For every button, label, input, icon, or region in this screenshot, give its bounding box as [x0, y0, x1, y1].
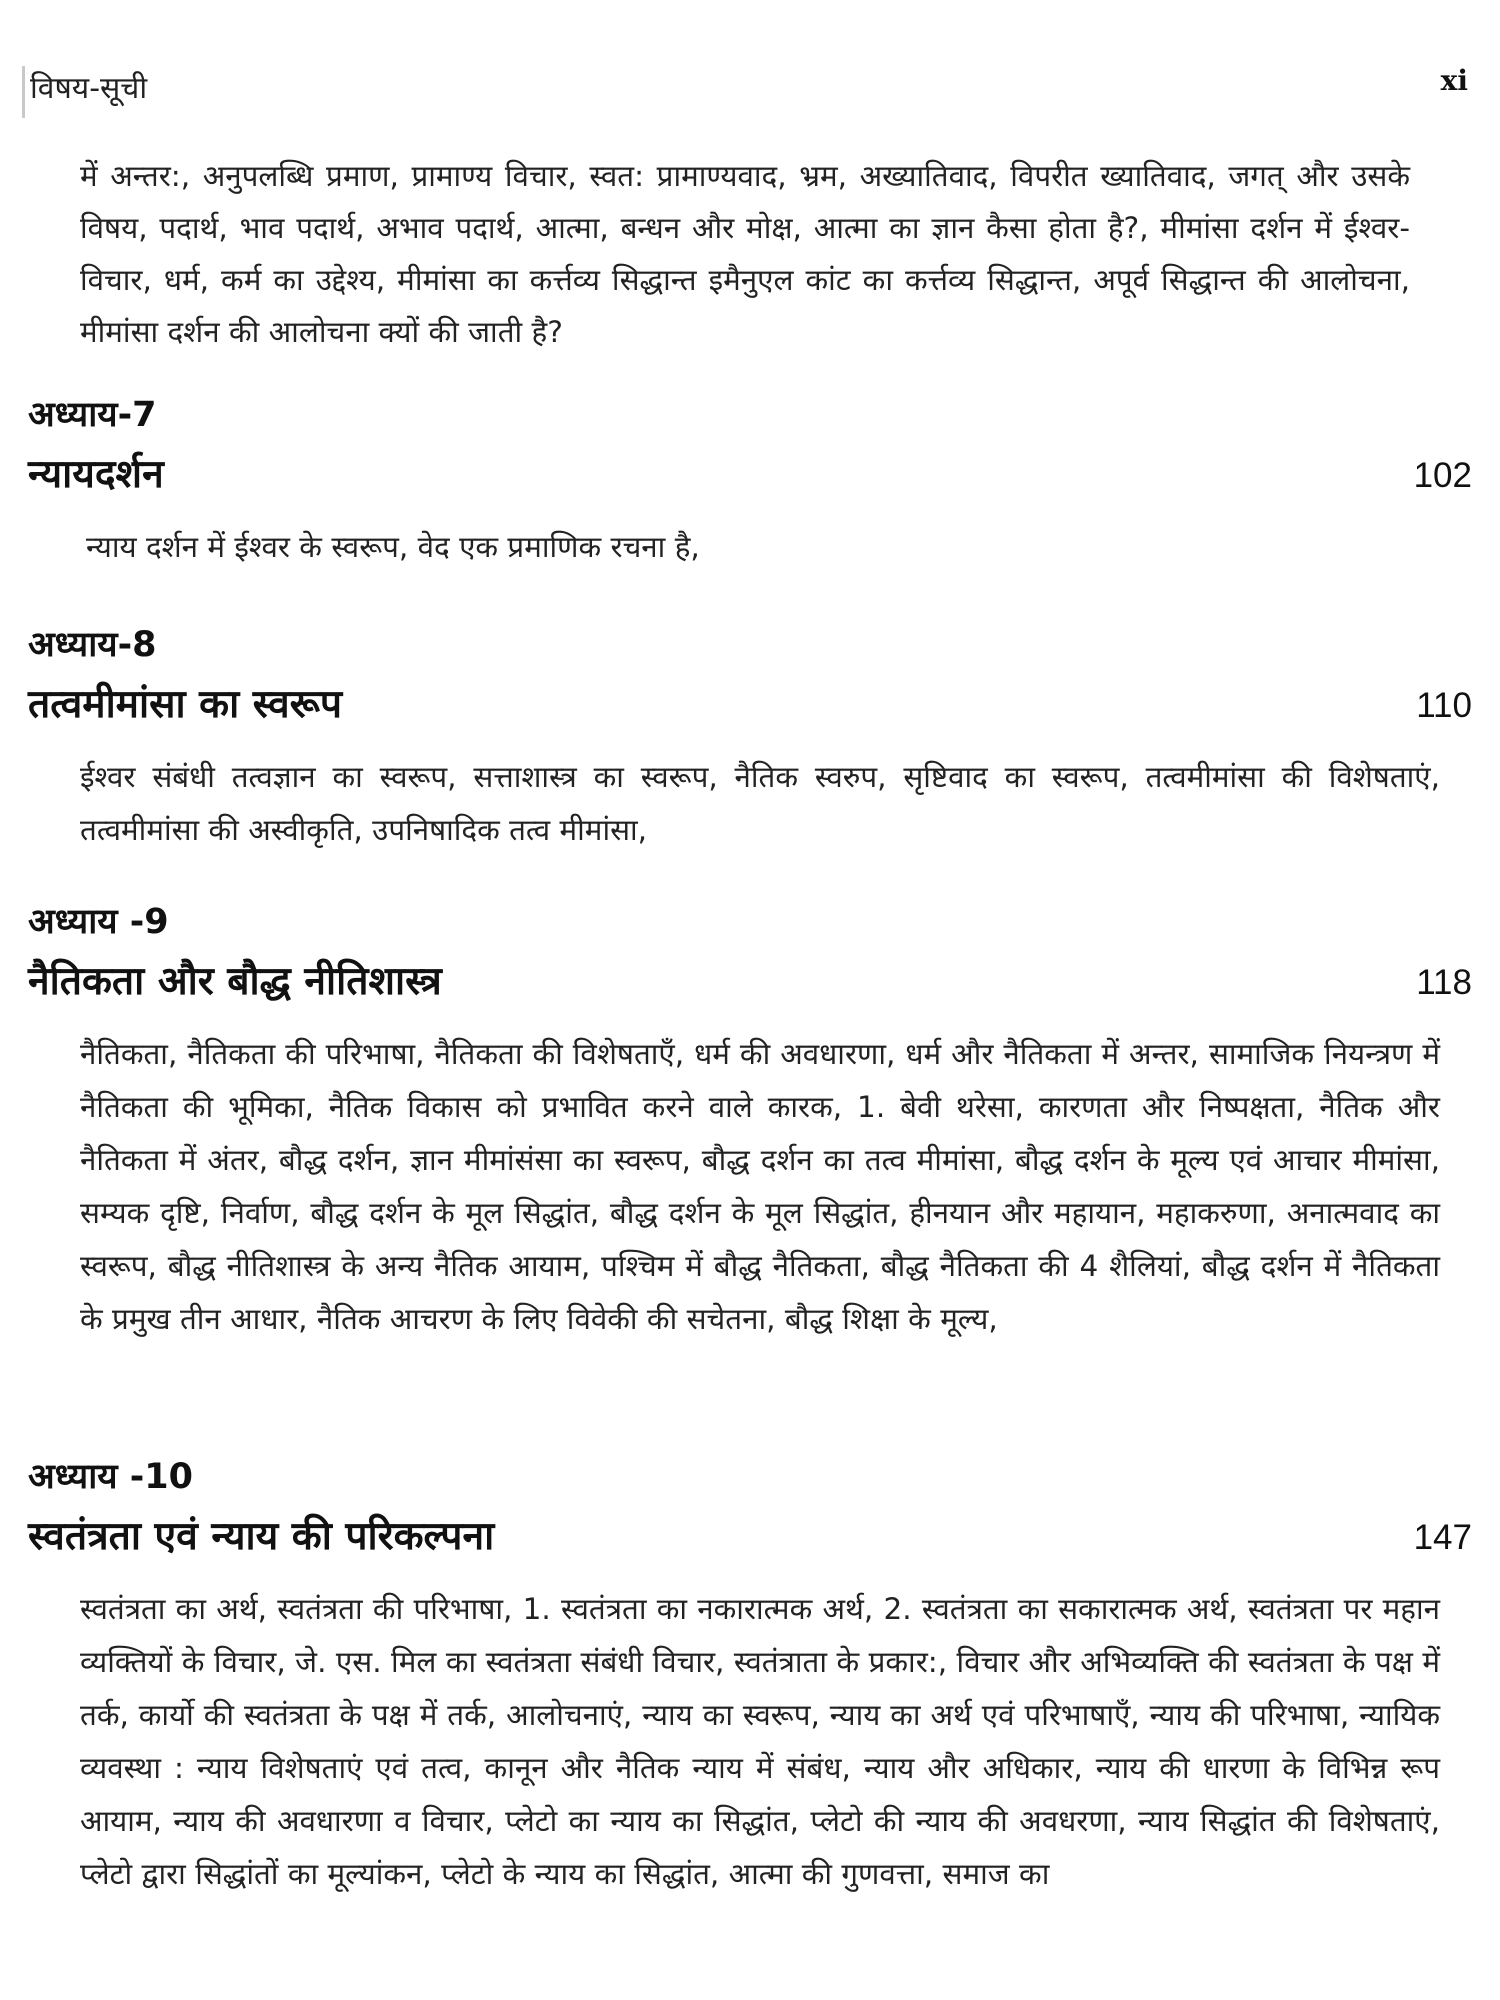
chapter-8-entry: [28, 623, 1472, 857]
chapter-7-entry: [28, 393, 1472, 574]
running-header: विषय-सूची: [30, 71, 148, 106]
chapter-label: अध्याय-8: [28, 625, 157, 665]
chapter-label: अध्याय-7: [28, 395, 157, 435]
chapter-description: नैतिकता, नैतिकता की परिभाषा, नैतिकता की विशेषताएँ, धर्म की अवधारणा, धर्म और नैतिकता में अन्तर, सामाजिक नियन्त्रण में नैतिकता की भूमिका, नैतिक विकास को प्रभावित करने वाले कारक, 1. बेवी थरेसा, कारणता और निष्पक्षता, नैतिक और नैतिकता में अंतर, बौद्ध दर्शन, ज्ञान मीमांसंसा का स्वरूप, बौद्ध दर्शन का तत्व मीमांसा, बौद्ध दर्शन के मूल्य एवं आचार मीमांसा, सम्यक दृष्टि, निर्वाण, बौद्ध दर्शन के मूल सिद्धांत, बौद्ध दर्शन के मूल सिद्धांत, हीनयान और महायान, महाकरुणा, अनात्मवाद का स्वरूप, बौद्ध नीतिशास्त्र के अन्य नैतिक आयाम, पश्चिम में बौद्ध नैतिकता, बौद्ध नैतिकता की 4 शैलियां, बौद्ध दर्शन में नैतिकता के प्रमुख तीन आधार, नैतिक आचरण के लिए विवेकी की सचेतना, बौद्ध शिक्षा के मूल्य,: [80, 1037, 1440, 1336]
chapter-description: ईश्वर संबंधी तत्वज्ञान का स्वरूप, सत्ताशास्त्र का स्वरूप, नैतिक स्वरुप, सृष्टिवाद का स्वरूप, तत्वमीमांसा की विशेषताएं, तत्वमीमांसा की अस्वीकृति, उपनिषादिक तत्व मीमांसा,: [80, 760, 1440, 847]
page-number: xi: [1440, 64, 1468, 97]
chapter-title-row: [28, 681, 1472, 729]
chapter-page-number: 118: [1416, 963, 1472, 1002]
page-edge-shadow: [22, 66, 25, 118]
chapter-9-entry: [28, 900, 1472, 1346]
chapter-label: अध्याय -9: [28, 902, 169, 942]
chapter-title-row: [28, 1513, 1472, 1561]
chapter-title-row: [28, 451, 1472, 499]
chapter-title: न्यायदर्शन: [28, 452, 164, 497]
chapter-10-entry: [28, 1455, 1472, 1901]
chapter-title: स्वतंत्रता एवं न्याय की परिकल्पना: [28, 1514, 495, 1559]
chapter-title-row: [28, 958, 1472, 1006]
chapter-description: स्वतंत्रता का अर्थ, स्वतंत्रता की परिभाषा, 1. स्वतंत्रता का नकारात्मक अर्थ, 2. स्वतंत्रता का सकारात्मक अर्थ, स्वतंत्रता पर महान व्यक्तियों के विचार, जे. एस. मिल का स्वतंत्रता संबंधी विचार, स्वतंत्राता के प्रकार:, विचार और अभिव्यक्ति की स्वतंत्रता के पक्ष में तर्क, कार्यो की स्वतंत्रता के पक्ष में तर्क, आलोचनाएं, न्याय का स्वरूप, न्याय का अर्थ एवं परिभाषाएँ, न्याय की परिभाषा, न्यायिक व्यवस्था : न्याय विशेषताएं एवं तत्व, कानून और नैतिक न्याय में संबंध, न्याय और अधिकार, न्याय की धारणा के विभिन्न रूप आयाम, न्याय की अवधारणा व विचार, प्लेटो का न्याय का सिद्धांत, प्लेटो की न्याय की अवधरणा, न्याय सिद्धांत की विशेषताएं, प्लेटो द्वारा सिद्धांतों का मूल्यांकन, प्लेटो के न्याय का सिद्धांत, आत्मा की गुणवत्ता, समाज का: [80, 1592, 1440, 1891]
chapter-page-number: 110: [1416, 686, 1472, 725]
chapter-description: न्याय दर्शन में ईश्वर के स्वरूप, वेद एक प्रमाणिक रचना है,: [86, 530, 700, 564]
chapter-page-number: 147: [1413, 1518, 1472, 1557]
continued-description: में अन्तर:, अनुपलब्धि प्रमाण, प्रामाण्य विचार, स्वत: प्रामाण्यवाद, भ्रम, अख्यातिवाद, विपरीत ख्यातिवाद, जगत् और उसके विषय, पदार्थ, भाव पदार्थ, अभाव पदार्थ, आत्मा, बन्धन और मोक्ष, आत्मा का ज्ञान कैसा होता है?, मीमांसा दर्शन में ईश्वर-विचार, धर्म, कर्म का उद्देश्य, मीमांसा का कर्त्तव्य सिद्धान्त इमैनुएल कांट का कर्त्तव्य सिद्धान्त, अपूर्व सिद्धान्त की आलोचना, मीमांसा दर्शन की आलोचना क्यों की जाती है?: [80, 159, 1410, 349]
chapter-label: अध्याय -10: [28, 1457, 193, 1497]
chapter-title: तत्वमीमांसा का स्वरूप: [28, 682, 343, 727]
chapter-title: नैतिकता और बौद्ध नीतिशास्त्र: [28, 959, 442, 1004]
chapter-page-number: 102: [1413, 456, 1472, 495]
